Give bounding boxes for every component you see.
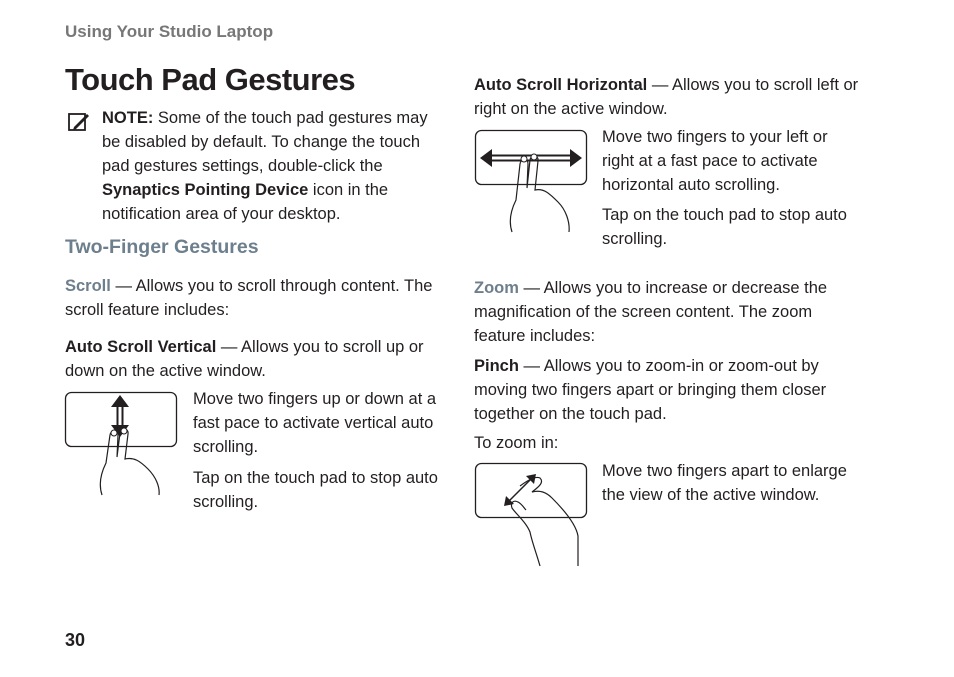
vertical-lead: Auto Scroll Vertical <box>65 338 217 356</box>
page-number: 30 <box>65 630 86 650</box>
vertical-description: Move two fingers up or down at a fast pace to activate vertical auto scrolling. <box>193 390 437 456</box>
page-title: Touch Pad Gestures <box>65 62 356 97</box>
note-text-1: Some of the touch pad gestures may be disabled by default. To change the touch pad gestures settings, double-click the <box>102 109 428 175</box>
horizontal-paragraph <box>474 73 864 121</box>
note-paragraph <box>102 106 437 226</box>
zoom-in-description: Move two fingers apart to enlarge the view of the active window. <box>602 462 847 504</box>
note-bold-term: Synaptics Pointing Device <box>102 181 309 199</box>
zoom-in-label: To zoom in: <box>474 434 559 452</box>
running-header: Using Your Studio Laptop <box>65 22 274 41</box>
vertical-paragraph <box>65 335 437 383</box>
pencil-note-icon <box>68 112 90 132</box>
scroll-lead: Scroll <box>65 277 111 295</box>
note-label: NOTE: <box>102 109 154 127</box>
pinch-paragraph <box>474 354 854 426</box>
zoom-lead: Zoom <box>474 279 519 297</box>
scroll-paragraph <box>65 274 437 322</box>
two-finger-heading: Two-Finger Gestures <box>65 236 259 258</box>
horizontal-lead: Auto Scroll Horizontal <box>474 76 648 94</box>
scroll-text: — Allows you to scroll through content. The scroll feature includes: <box>65 277 433 319</box>
horizontal-scroll-gesture-icon <box>474 128 592 236</box>
zoom-paragraph <box>474 276 864 348</box>
horizontal-stop-text: Tap on the touch pad to stop auto scrolling. <box>602 206 847 248</box>
horizontal-text: — Allows you to scroll left or right on the active window. <box>474 76 859 118</box>
zoom-text: — Allows you to increase or decrease the magnification of the screen content. The zoom feature includes: <box>474 279 828 345</box>
zoom-in-gesture-icon <box>474 462 592 568</box>
horizontal-description: Move two fingers to your left or right at a fast pace to activate horizontal auto scrolling. <box>602 128 828 194</box>
vertical-stop-text: Tap on the touch pad to stop auto scrolling. <box>193 469 438 511</box>
note-text-2: icon in the notification area of your desktop. <box>102 181 389 223</box>
pinch-text: — Allows you to zoom-in or zoom-out by moving two fingers apart or bringing them closer together on the touch pad. <box>474 357 827 423</box>
pinch-lead: Pinch <box>474 357 519 375</box>
vertical-scroll-gesture-icon <box>64 391 182 499</box>
vertical-text: — Allows you to scroll up or down on the active window. <box>65 338 424 380</box>
